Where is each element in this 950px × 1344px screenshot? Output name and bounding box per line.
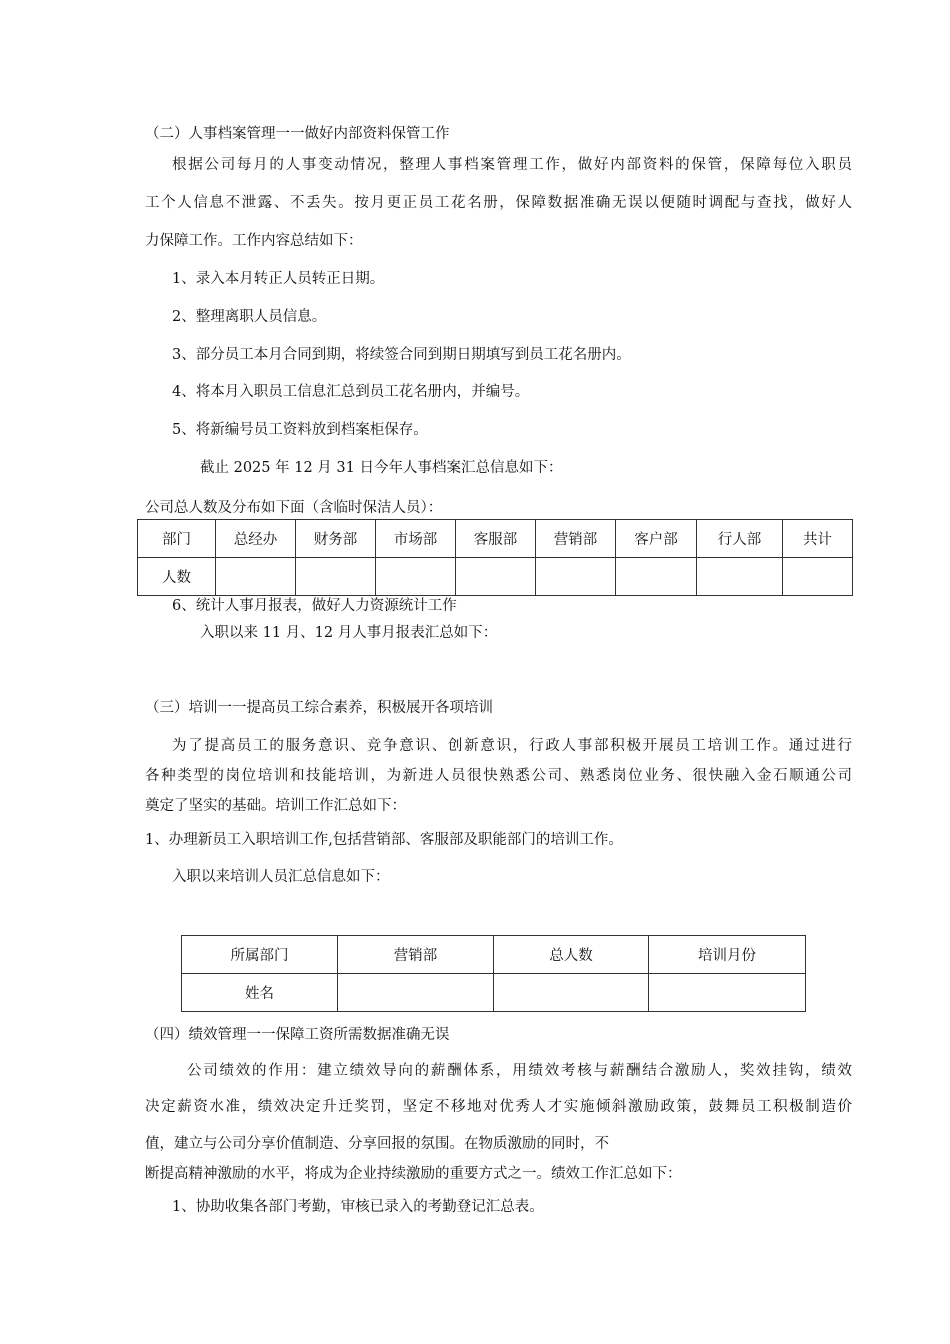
- headcount-table-caption: 公司总人数及分布如下面（含临时保洁人员）：: [145, 500, 443, 516]
- table-cell: [216, 558, 296, 596]
- section2-summary-line: 截止 2025 年 12 月 31 日今年人事档案汇总信息如下：: [200, 460, 563, 476]
- section4-heading: （四）绩效管理一一保障工资所需数据准确无误: [145, 1027, 450, 1043]
- table-cell: [376, 558, 456, 596]
- table-cell: [783, 558, 853, 596]
- table-header-cell: 总人数: [494, 936, 649, 974]
- table-header-cell: 培训月份: [649, 936, 806, 974]
- table-cell: [616, 558, 697, 596]
- headcount-table: [137, 519, 853, 596]
- section4-para-line: 公司绩效的作用：建立绩效导向的薪酬体系，用绩效考核与薪酬结合激励人，奖效挂钩，绩效: [187, 1063, 852, 1079]
- table-header-cell: 市场部: [376, 520, 456, 558]
- table-header-cell: 所属部门: [182, 936, 338, 974]
- table-header-cell: 部门: [138, 520, 216, 558]
- section3-heading: （三）培训一一提高员工综合素养，积极展开各项培训: [145, 700, 493, 716]
- table-header-cell: 营销部: [536, 520, 616, 558]
- section2-list-item: 4、将本月入职员工信息汇总到员工花名册内，并编号。: [172, 384, 530, 400]
- table-header-row: [182, 936, 806, 974]
- section2-para-line: 力保障工作。工作内容总结如下：: [145, 233, 363, 249]
- section4-para-line: 值，建立与公司分享价值制造、分享回报的氛围。在物质激励的同时，不: [145, 1136, 609, 1152]
- table-header-cell: 客户部: [616, 520, 697, 558]
- section2-list-item: 5、将新编号员工资料放到档案柜保存。: [172, 422, 428, 438]
- section3-para-line: 各种类型的岗位培训和技能培训，为新进人员很快熟悉公司、熟悉岗位业务、很快融入金石顺通公司: [145, 768, 852, 784]
- table-header-cell: 财务部: [296, 520, 376, 558]
- table-cell: [456, 558, 536, 596]
- section3-para-line: 为了提高员工的服务意识、竞争意识、创新意识，行政人事部积极开展员工培训工作。通过进行: [172, 738, 852, 754]
- table-cell: [649, 974, 806, 1012]
- table-cell: [536, 558, 616, 596]
- section3-summary-line: 入职以来培训人员汇总信息如下：: [172, 869, 390, 885]
- table-row: [182, 974, 806, 1012]
- table-header-cell: 总经办: [216, 520, 296, 558]
- table-header-row: [138, 520, 853, 558]
- table-cell: [338, 974, 494, 1012]
- section2-heading: （二）人事档案管理一一做好内部资料保管工作: [145, 126, 450, 142]
- table-cell: [697, 558, 783, 596]
- table-row: [138, 558, 853, 596]
- section3-list-item: 1、办理新员工入职培训工作,包括营销部、客服部及职能部门的培训工作。: [145, 832, 623, 848]
- section2-list-item: 1、录入本月转正人员转正日期。: [172, 271, 385, 287]
- table-header-cell: 共计: [783, 520, 853, 558]
- table-cell: [296, 558, 376, 596]
- table-header-cell: 营销部: [338, 936, 494, 974]
- table-cell: [494, 974, 649, 1012]
- section2-list-item: 6、统计人事月报表，做好人力资源统计工作: [172, 598, 457, 614]
- table-row-label: 姓名: [182, 974, 338, 1012]
- section4-list-item: 1、协助收集各部门考勤，审核已录入的考勤登记汇总表。: [172, 1199, 544, 1215]
- section2-list-item: 3、部分员工本月合同到期，将续签合同到期日期填写到员工花名册内。: [172, 347, 631, 363]
- table-header-cell: 行人部: [697, 520, 783, 558]
- training-table: [181, 935, 806, 1012]
- section2-monthly-line: 入职以来 11 月、12 月人事月报表汇总如下：: [200, 625, 498, 641]
- section2-list-item: 2、整理离职人员信息。: [172, 309, 327, 325]
- section2-para-line: 根据公司每月的人事变动情况，整理人事档案管理工作，做好内部资料的保管，保障每位入职员: [172, 157, 852, 173]
- table-header-cell: 客服部: [456, 520, 536, 558]
- section4-para-line: 决定薪资水准，绩效决定升迁奖罚，坚定不移地对优秀人才实施倾斜激励政策，鼓舞员工积极制造价: [145, 1099, 852, 1115]
- section4-para-line: 断提高精神激励的水平，将成为企业持续激励的重要方式之一。绩效工作汇总如下：: [145, 1166, 682, 1182]
- section3-para-line: 奠定了坚实的基础。培训工作汇总如下：: [145, 798, 406, 814]
- table-row-label: 人数: [138, 558, 216, 596]
- section2-para-line: 工个人信息不泄露、不丢失。按月更正员工花名册，保障数据准确无误以便随时调配与查找，做好人: [145, 195, 852, 211]
